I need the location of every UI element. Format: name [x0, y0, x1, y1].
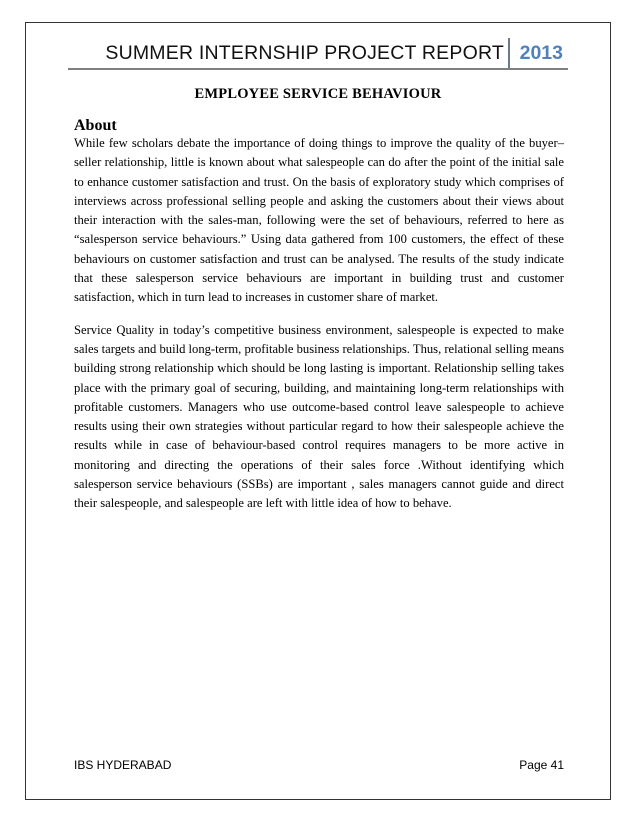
section-heading-about: About — [74, 117, 117, 134]
footer-page-number: Page 41 — [519, 758, 564, 772]
document-title: EMPLOYEE SERVICE BEHAVIOUR — [194, 86, 442, 102]
paragraph-service-quality: Service Quality in today’s competitive business environment, salespeople is expected to make sales targets and build long-term, profitable business relationships. Thus, relational selling means building strong relationship which should be long lasting is important. Relationship selling takes place with the primary goal of securing, building, and maintaining long-term relationships with profitable customers. Managers who use outcome-based control leave salespeople to achieve results using their own strategies without particular regard to how their salespeople achieve the results while in case of behaviour-based control requires managers to be more active in monitoring and directing the operations of their sales force .Without identifying which salesperson service behaviours (SSBs) are important , sales managers cannot guide and direct their salespeople, and salespeople are left with little idea of how to behave. — [74, 322, 564, 511]
header-separator — [508, 38, 510, 70]
footer-institution: IBS HYDERABAD — [74, 758, 172, 772]
header-rule — [68, 68, 568, 70]
page-header — [68, 38, 568, 70]
header-title: SUMMER INTERNSHIP PROJECT REPORT — [105, 42, 504, 64]
header-year: 2013 — [519, 42, 563, 64]
body-content — [74, 134, 564, 527]
paragraph-about: While few scholars debate the importance of doing things to improve the quality of the buyer–seller relationship, little is known about what salespeople can do after the point of the initial sale to enhance customer satisfaction and trust. On the basis of exploratory study which comprises of interviews across professional selling people and asking the customers about their views about their interaction with the sales-man, following were the set of behaviours, referred to here as “salesperson service behaviours.” Using data gathered from 100 customers, the effect of these behaviours on customer satisfaction and trust can be analysed. The results of the study indicate that these salesperson service behaviours are important in building trust and customer satisfaction, which in turn lead to increases in customer share of market. — [74, 136, 564, 305]
